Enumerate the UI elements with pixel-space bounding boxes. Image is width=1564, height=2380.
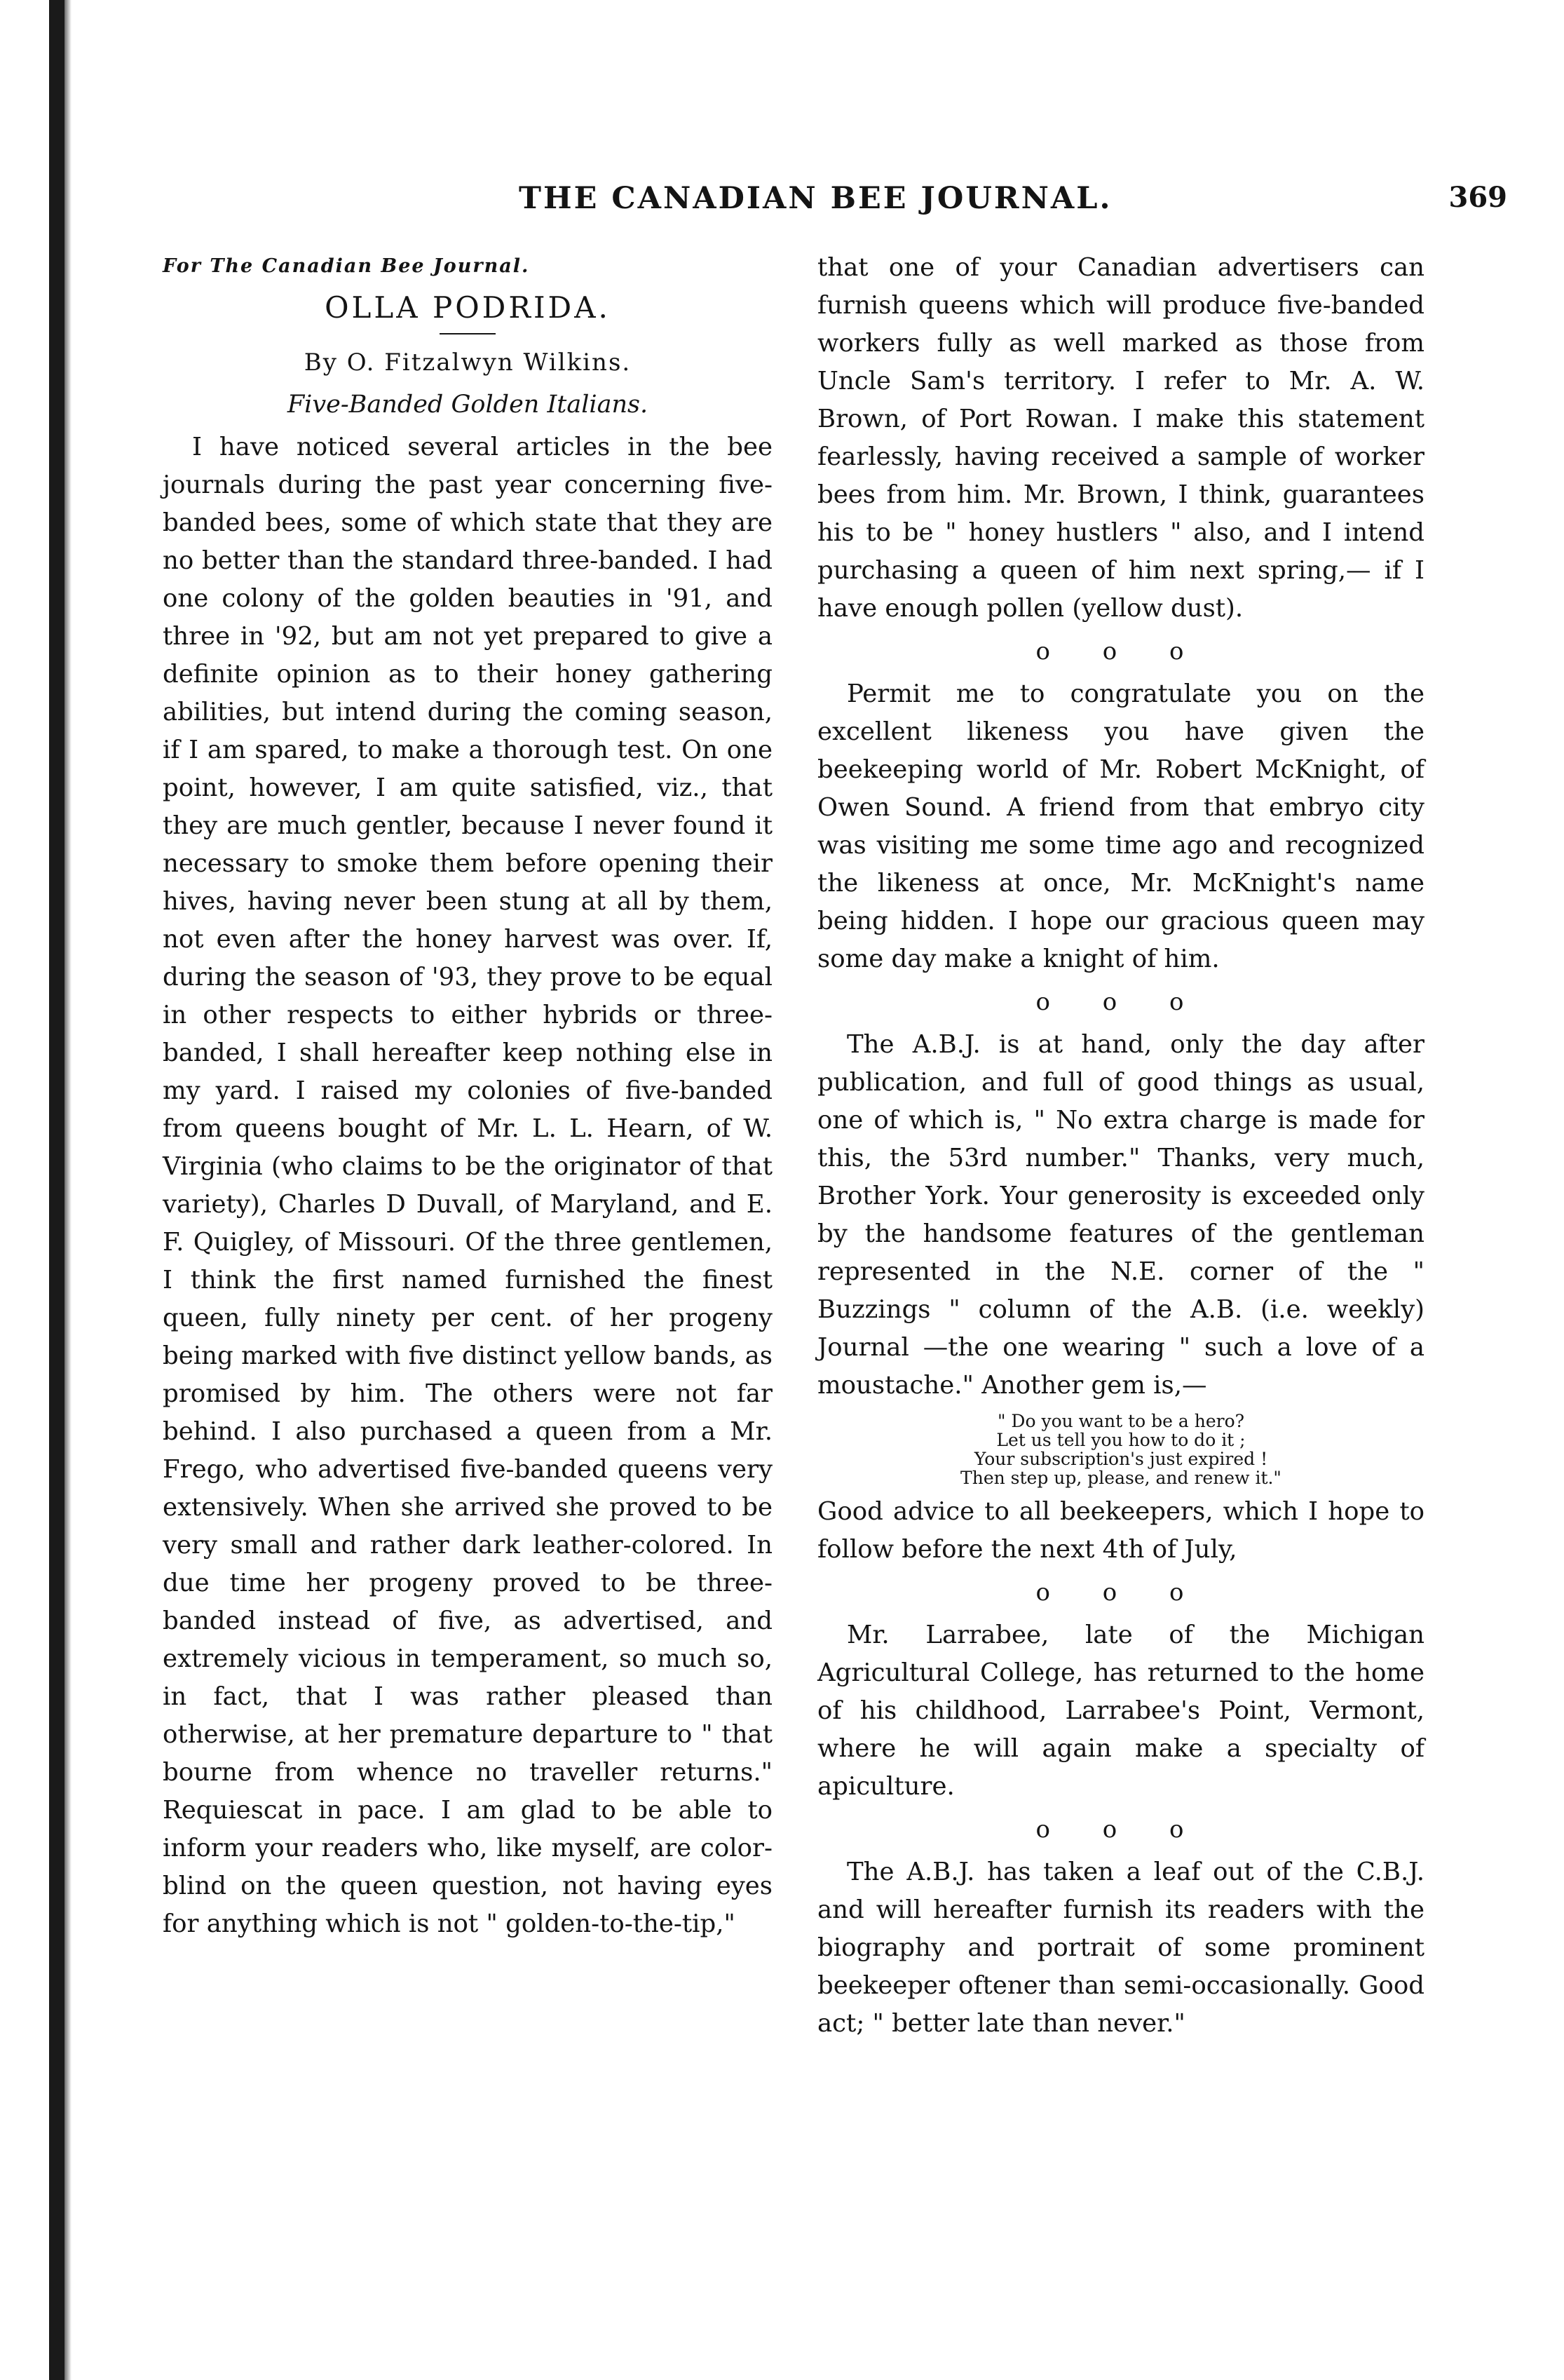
scan-edge-shadow xyxy=(49,0,64,2380)
verse-line: Then step up, please, and renew it." xyxy=(960,1468,1281,1488)
body-paragraph: Permit me to congratulate you on the excellent likeness you have given the beekeeping world of Mr. Robert McKnight, of Owen Sound. A friend from that embryo city was visiting me some time ago and recognized the likeness at once, Mr. McKnight's name being hidden. I hope our gracious queen may some day make a knight of him. xyxy=(817,679,1424,973)
section-separator: o o o xyxy=(1035,988,1206,1016)
section-separator: o o o xyxy=(1035,637,1206,665)
body-paragraph: Good advice to all beekeepers, which I hope to follow before the next 4th of July, xyxy=(817,1497,1424,1564)
body-paragraph: that one of your Canadian advertisers can furnish queens which will produce five-banded workers fully as well marked as those from Uncle Sam's territory. I refer to Mr. A. W. Brown, of Port Rowan. I make this statement fearlessly, having received a sample of worker bees from him. Mr. Brown, I think, guarantees his to be " honey hustlers " also, and I intend purchasing a queen of him next spring,— if I have enough pollen (yellow dust). xyxy=(817,253,1424,623)
page-header xyxy=(519,181,1507,230)
verse-line: Your subscription's just expired ! xyxy=(974,1449,1268,1469)
article-byline: By O. Fitzalwyn Wilkins. xyxy=(304,349,632,377)
body-paragraph: The A.B.J. is at hand, only the day after publication, and full of good things as usual, one of which is, " No extra charge is made for this, the 53rd number." Thanks, very much, Brother York. Your generosity is exceeded only by the handsome features of the gentleman represented in the N.E. corner of the " Buzzings " column of the A.B. (i.e. weekly) Journal —the one wearing " such a love of a moustache." Another gem is,— xyxy=(817,1030,1424,1400)
verse-line: " Do you want to be a hero? xyxy=(997,1411,1245,1431)
article-subhead: Five-Banded Golden Italians. xyxy=(287,391,648,419)
article-title: OLLA PODRIDA. xyxy=(325,290,611,325)
body-paragraph: Mr. Larrabee, late of the Michigan Agricultural College, has returned to the home of his childhood, Larrabee's Point, Vermont, where he will again make a specialty of apiculture. xyxy=(817,1621,1424,1801)
verse-line: Let us tell you how to do it ; xyxy=(996,1430,1246,1450)
journal-title: THE CANADIAN BEE JOURNAL. xyxy=(519,181,1113,216)
body-paragraph: The A.B.J. has taken a leaf out of the C.B.J. and will hereafter furnish its readers with the biography and portrait of some prominent beekeeper oftener than semi-occasionally. Good act; " better late than never." xyxy=(817,1858,1424,2038)
page-number: 369 xyxy=(1448,181,1507,214)
scan-edge-gradient xyxy=(64,0,72,2380)
title-rule xyxy=(440,333,496,334)
section-separator: o o o xyxy=(1035,1578,1206,1607)
body-paragraph: I have noticed several articles in the bee journals during the past year concerning five-banded bees, some of which state that they are no better than the standard three-banded. I had one colony of the golden beauties in '91, and three in '92, but am not yet prepared to give a definite opinion as to their honey gathering abilities, but intend during the coming season, if I am spared, to make a thorough test. On one point, however, I am quite satisfied, viz., that they are much gentler, because I never found it necessary to smoke them before opening their hives, having never been stung at all by them, not even after the honey harvest was over. If, during the season of '93, they prove to be equal in other respects to either hybrids or three-banded, I shall hereafter keep nothing else in my yard. I raised my colonies of five-banded from queens bought of Mr. L. L. Hearn, of W. Virginia (who claims to be the originator of that variety), Charles D Duvall, of Maryland, and E. F. Quigley, of Missouri. Of the three gentlemen, I think the first named furnished the finest queen, fully ninety per cent. of her progeny being marked with five distinct yellow bands, as promised by him. The others were not far behind. I also purchased a queen from a Mr. Frego, who advertised five-banded queens very extensively. When she arrived she proved to be very small and rather dark leather-colored. In due time her progeny proved to be three-banded instead of five, as advertised, and extremely vicious in temperament, so much so, in fact, that I was rather pleased than otherwise, at her premature departure to " that bourne from whence no traveller returns." Requiescat in pace. I am glad to be able to inform your readers who, like myself, are color-blind on the queen question, not having eyes for anything which is not " golden-to-the-tip," xyxy=(163,433,773,1938)
verse-quote xyxy=(817,1412,1424,1487)
right-column xyxy=(817,249,1424,2043)
for-line: For The Canadian Bee Journal. xyxy=(163,255,530,277)
left-column xyxy=(163,249,773,1943)
section-separator: o o o xyxy=(1035,1816,1206,1844)
